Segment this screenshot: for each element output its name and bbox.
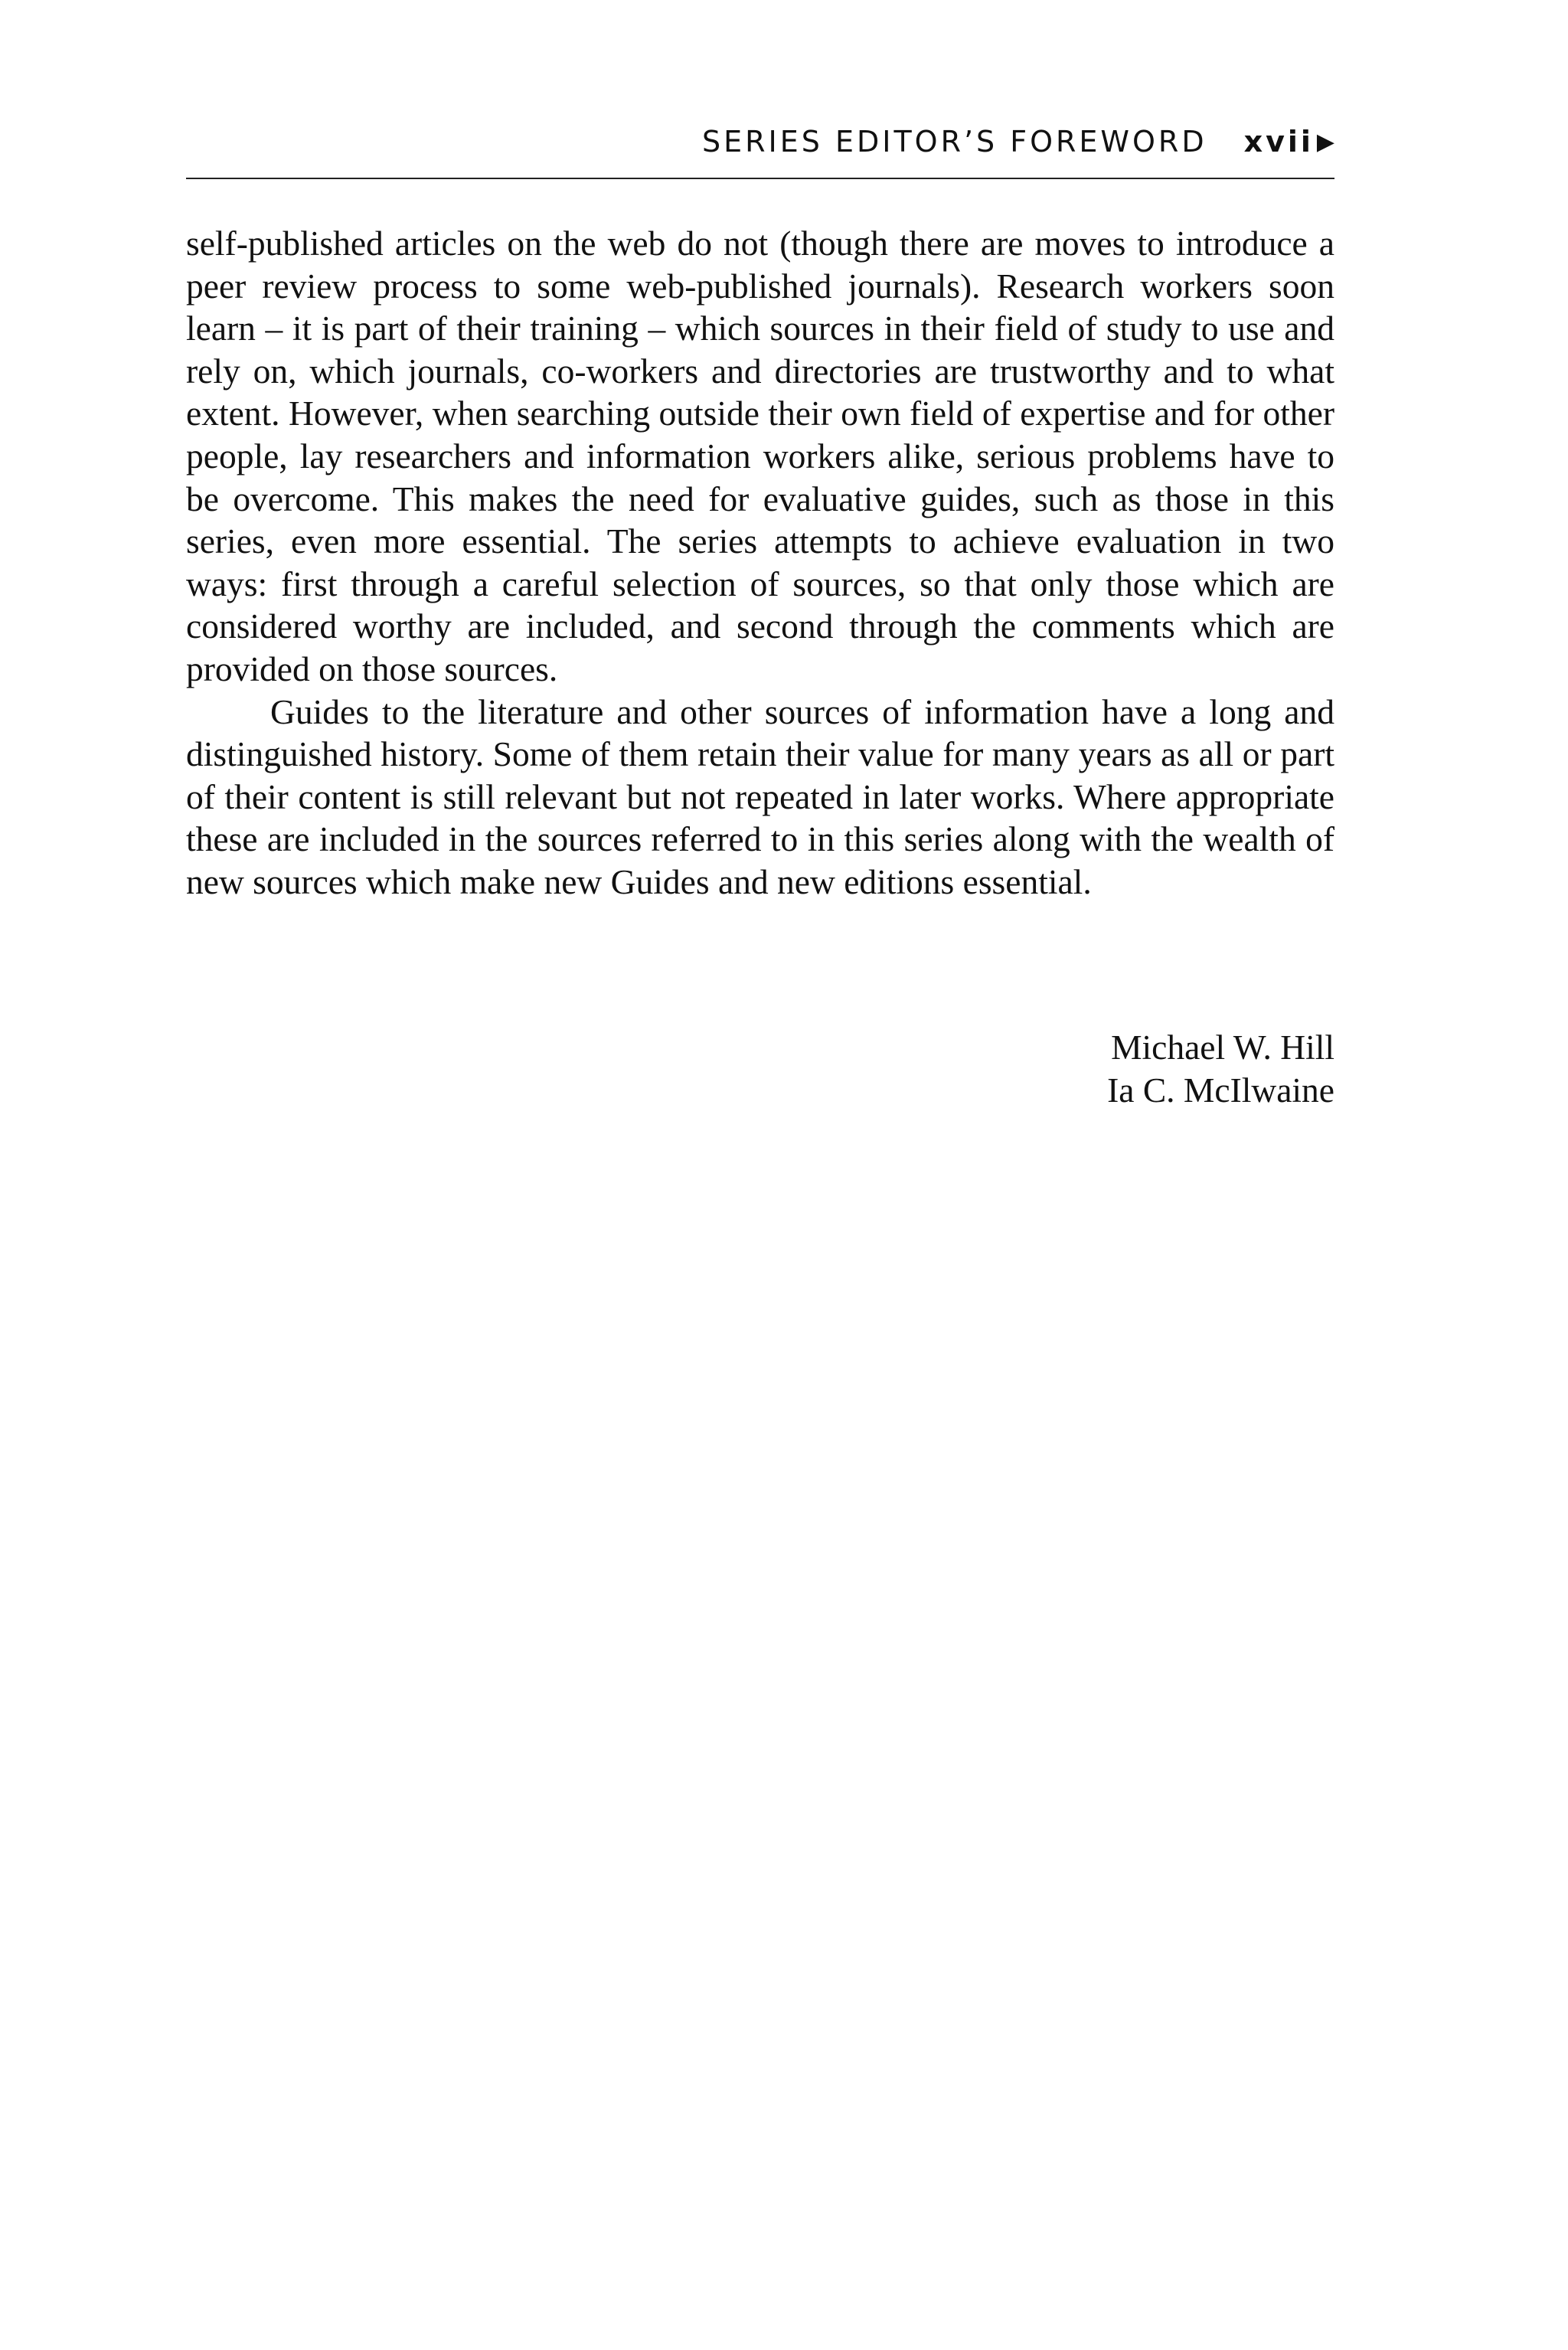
body-text: [186, 222, 1334, 904]
paragraph-2: Guides to the literature and other sources of information have a long and distinguished history. Some of them retain their value for many years as all or part of their content is still relevant but not repeated in later works. Where appropriate these are included in the sources referred to in this series along with the wealth of new sources which make new Guides and new editions essential.: [186, 691, 1334, 901]
editor-signatures: [186, 1026, 1334, 1112]
editor-name-1: Michael W. Hill: [1111, 1028, 1334, 1067]
page-arrow-icon: ▶: [1316, 128, 1334, 155]
editor-name-2: Ia C. McIlwaine: [1107, 1070, 1334, 1110]
page-number: xvii: [1243, 125, 1314, 159]
running-head-title: SERIES EDITOR’S FOREWORD: [702, 125, 1207, 159]
running-head: [186, 119, 1334, 165]
paragraph-1: self-published articles on the web do not (though there are moves to introduce a peer review process to some web-published journals). Research workers soon learn – it is part of their training – which sources in their field of study to use and rely on, which journals, co-workers and directories are trustworthy and to what extent. However, when searching outside their own field of expertise and for other people, lay researchers and information workers alike, serious problems have to be overcome. This makes the need for evaluative guides, such as those in this series, even more essential. The series attempts to achieve evaluation in two ways: first through a careful selection of sources, so that only those which are considered worthy are included, and second through the comments which are provided on those sources.: [186, 224, 1334, 688]
header-rule: [186, 178, 1334, 179]
